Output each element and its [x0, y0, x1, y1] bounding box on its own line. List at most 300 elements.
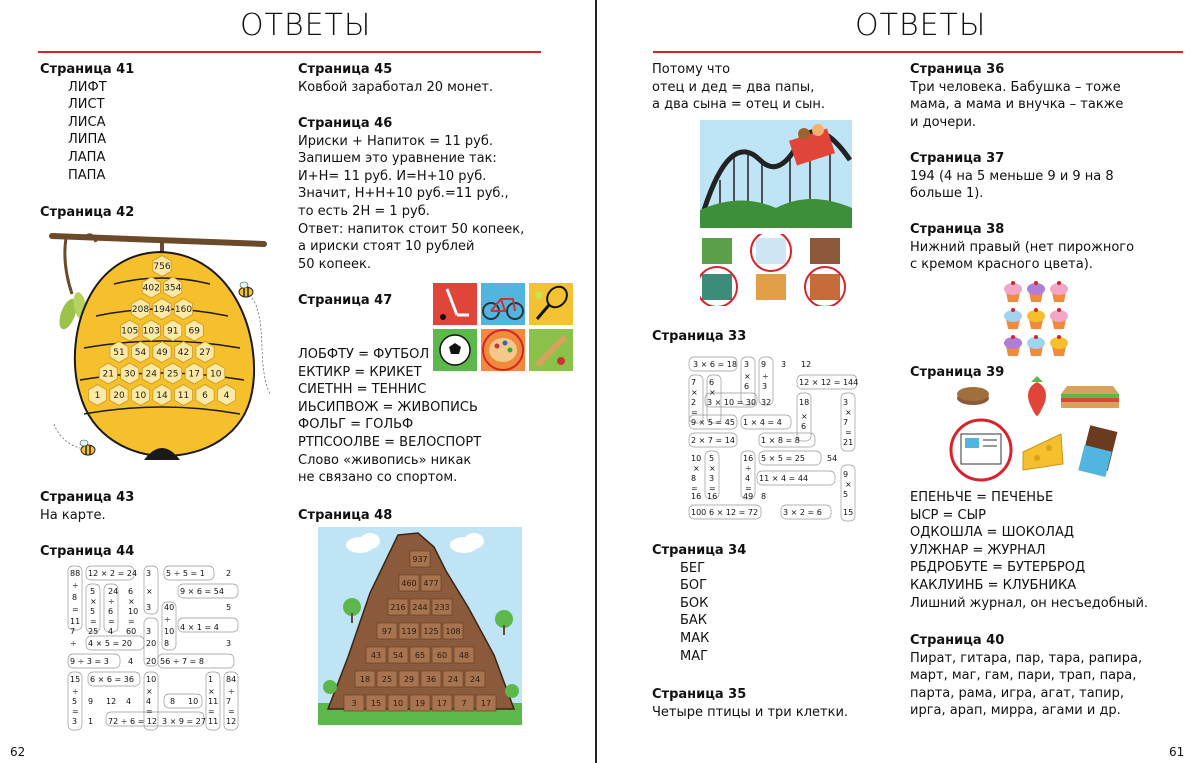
answer-line: ЫСР = СЫР	[910, 507, 986, 523]
svg-text:56 ÷ 7 = 8: 56 ÷ 7 = 8	[160, 657, 204, 666]
svg-text:8: 8	[72, 593, 78, 602]
section-page-34	[652, 542, 746, 665]
svg-text:3: 3	[762, 382, 768, 391]
tennis-icon	[529, 283, 573, 325]
answer-line: МАГ	[680, 648, 709, 664]
hive-cell-value: 69	[188, 326, 200, 337]
hive-cell-value: 14	[156, 391, 168, 401]
answer-line: март, маг, гам, пари, трап, пара,	[910, 668, 1137, 684]
svg-text:=: =	[108, 617, 115, 626]
svg-text:9 × 6 = 54: 9 × 6 = 54	[180, 587, 224, 596]
answer-line: ИЬСИПВОЖ = ЖИВОПИСЬ	[298, 399, 478, 415]
mountain-cell-value: 460	[401, 579, 417, 588]
number-puzzle-grid-33	[687, 355, 859, 525]
hive-cell-value: 11	[177, 391, 190, 401]
svg-text:9 × 5 = 45: 9 × 5 = 45	[691, 418, 735, 427]
svg-text:15: 15	[70, 675, 81, 684]
answer-line: а два сына = отец и сын.	[652, 97, 826, 113]
answer-line: РБДРОБУТЕ = БУТЕРБРОД	[910, 560, 1086, 576]
cupcake-cherry	[1011, 308, 1015, 312]
svg-text:=: =	[228, 707, 235, 716]
answer-line: Ответ: напиток стоит 50 копеек,	[298, 221, 525, 237]
svg-text:9: 9	[843, 470, 849, 479]
mountain-cell-value: 108	[445, 627, 461, 636]
section-header: Страница 38	[910, 222, 1005, 237]
svg-text:4 × 5 = 20: 4 × 5 = 20	[88, 639, 132, 648]
section-page-44	[40, 543, 134, 561]
svg-text:7: 7	[843, 418, 849, 427]
svg-text:24: 24	[108, 587, 119, 596]
hive-cell-value: 42	[177, 348, 190, 358]
hive-cell-value: 354	[164, 283, 182, 294]
answer-line: Четыре птицы и три клетки.	[652, 704, 849, 720]
hive-cell-value: 54	[134, 348, 147, 358]
svg-text:7: 7	[70, 627, 76, 636]
svg-text:12 × 2 = 24: 12 × 2 = 24	[88, 569, 138, 578]
svg-text:6: 6	[801, 422, 807, 431]
hockey-icon	[433, 283, 477, 325]
svg-text:6: 6	[108, 607, 114, 616]
svg-text:16: 16	[743, 454, 754, 463]
page-title: ОТВЕТЫ	[855, 8, 987, 43]
svg-text:1: 1	[88, 717, 94, 726]
svg-text:÷: ÷	[745, 464, 752, 473]
svg-text:12: 12	[226, 717, 237, 726]
answer-line: Три человека. Бабушка – тоже	[910, 79, 1121, 95]
mountain-cell-value: 97	[381, 627, 393, 636]
section-page-36	[910, 61, 1123, 131]
answer-line: с кремом красного цвета).	[910, 257, 1093, 273]
svg-text:5: 5	[90, 587, 96, 596]
answer-line: не связано со спортом.	[298, 470, 458, 486]
mountain-cell-value: 3	[351, 699, 357, 708]
svg-text:11: 11	[208, 717, 219, 726]
page-title: ОТВЕТЫ	[240, 8, 372, 43]
svg-text:÷: ÷	[164, 615, 171, 624]
mountain-cell-value: 15	[370, 699, 382, 708]
section-header: Страница 46	[298, 116, 393, 131]
number-puzzle-grid-44	[66, 564, 242, 734]
svg-text:16: 16	[707, 492, 718, 501]
svg-text:=: =	[72, 605, 79, 614]
answer-line: ПАПА	[68, 167, 106, 183]
section-page-46	[298, 115, 524, 273]
bee-icon	[239, 282, 253, 297]
cheese-icon	[1023, 434, 1063, 470]
answer-line: отец и дед = два папы,	[652, 79, 815, 95]
cupcake-cherry	[1034, 281, 1038, 285]
svg-text:×: ×	[146, 587, 153, 596]
cupcakes-illustration	[999, 276, 1069, 360]
svg-text:=: =	[691, 484, 698, 493]
answer-line: БАК	[680, 613, 708, 629]
svg-text:6 × 6 = 36: 6 × 6 = 36	[90, 675, 134, 684]
food-items-illustration	[945, 372, 1157, 484]
section-header: Страница 35	[652, 687, 747, 702]
svg-text:15: 15	[843, 508, 854, 517]
answer-line: ЛИСТ	[68, 97, 105, 113]
svg-text:÷: ÷	[72, 581, 79, 590]
section-header: Страница 41	[40, 62, 135, 77]
svg-text:3 × 9 = 27: 3 × 9 = 27	[162, 717, 206, 726]
svg-text:11: 11	[208, 697, 219, 706]
mountain-cell-value: 24	[447, 675, 459, 684]
svg-text:5: 5	[226, 603, 232, 612]
svg-text:=: =	[146, 707, 153, 716]
answer-line: Нижний правый (нет пирожного	[910, 239, 1135, 255]
hive-cell-value: 105	[121, 326, 139, 337]
svg-text:12 × 12 = 144: 12 × 12 = 144	[799, 378, 859, 387]
section-header: Страница 45	[298, 62, 393, 77]
hive-cell-value: 24	[145, 369, 157, 380]
beehive-illustration	[44, 224, 276, 476]
section-header: Страница 47	[298, 293, 393, 308]
svg-text:×: ×	[90, 597, 97, 606]
svg-text:25: 25	[88, 627, 99, 636]
svg-text:4: 4	[108, 627, 114, 636]
svg-text:8: 8	[164, 639, 170, 648]
cupcake-cherry	[1034, 308, 1038, 312]
answer-line: 194 (4 на 5 меньше 9 и 9 на 8	[910, 168, 1114, 184]
svg-text:9: 9	[761, 360, 767, 369]
mountain-cell-value: 43	[370, 651, 382, 660]
svg-text:6 × 12 = 72: 6 × 12 = 72	[709, 508, 759, 517]
cupcake-cherry	[1034, 335, 1038, 339]
mountain-cell-value: 65	[414, 651, 426, 660]
answer-line: ЕПЕНЬЧЕ = ПЕЧЕНЬЕ	[910, 490, 1054, 505]
svg-text:5: 5	[90, 607, 96, 616]
svg-text:8: 8	[691, 474, 697, 483]
answer-line: парта, рама, игра, агат, тапир,	[910, 685, 1125, 701]
svg-text:=: =	[128, 617, 135, 626]
svg-text:×: ×	[208, 687, 215, 696]
svg-text:11: 11	[70, 617, 81, 626]
svg-text:1 × 4 = 4: 1 × 4 = 4	[743, 418, 782, 427]
svg-text:3: 3	[226, 639, 232, 648]
svg-text:10: 10	[146, 675, 157, 684]
answer-line: Пират, гитара, пар, тара, рапира,	[910, 650, 1143, 666]
svg-text:11 × 4 = 44: 11 × 4 = 44	[759, 474, 809, 483]
answer-line: МАК	[680, 630, 710, 646]
answer-line: Ковбой заработал 20 монет.	[298, 79, 494, 95]
cookie-icon	[957, 387, 989, 405]
svg-text:10: 10	[691, 454, 702, 463]
puzzle-pieces	[700, 234, 852, 306]
answer-line: СИЕТНН = ТЕННИС	[298, 382, 427, 398]
cricket-icon	[529, 329, 573, 371]
section-page-43	[40, 489, 134, 524]
mountain-cell-value: 48	[458, 651, 470, 660]
svg-text:7: 7	[226, 697, 232, 706]
hive-cell-value: 6	[202, 391, 208, 401]
svg-text:×: ×	[128, 597, 135, 606]
hive-cell-value: 402	[142, 283, 160, 294]
svg-text:10: 10	[188, 697, 199, 706]
hive-cell-value: 51	[113, 348, 125, 358]
hive-cell-value: 4	[223, 391, 230, 401]
chocolate-icon	[1078, 425, 1117, 477]
svg-text:×: ×	[709, 464, 716, 473]
section-header: Страница 40	[910, 633, 1005, 648]
section-header: Страница 34	[652, 543, 747, 558]
svg-text:÷: ÷	[228, 687, 235, 696]
answer-line: РТПСООЛВЕ = ВЕЛОСПОРТ	[298, 434, 482, 450]
svg-text:12: 12	[801, 360, 812, 369]
hive-cell-value: 10	[210, 369, 222, 380]
svg-text:3: 3	[72, 717, 78, 726]
mountain-cell-value: 24	[469, 675, 481, 684]
answer-line: ЛОБФТУ = ФУТБОЛ	[298, 347, 430, 362]
answer-line: ЕКТИКР = КРИКЕТ	[298, 364, 422, 380]
cupcake-cherry	[1011, 335, 1015, 339]
svg-text:5: 5	[72, 697, 78, 706]
mountain-cell-value: 54	[392, 651, 404, 660]
answer-line: Ириски + Напиток = 11 руб.	[298, 133, 494, 149]
svg-text:5 × 5 = 25: 5 × 5 = 25	[761, 454, 805, 463]
answer-line: мама, а мама и внучка – также	[910, 97, 1124, 113]
page-number: 61	[1169, 745, 1185, 759]
strawberry-icon	[1028, 376, 1046, 416]
magazine-icon	[951, 420, 1011, 480]
answer-line: КАКЛУИНБ = КЛУБНИКА	[910, 577, 1077, 593]
svg-text:÷: ÷	[108, 597, 115, 606]
svg-text:100: 100	[691, 508, 707, 517]
answer-line: Слово «живопись» никак	[298, 452, 472, 468]
cupcake-cherry	[1057, 335, 1061, 339]
section-header: Страница 37	[910, 151, 1005, 166]
title-underline	[653, 51, 1183, 53]
svg-text:÷: ÷	[70, 639, 77, 648]
svg-text:=: =	[691, 408, 698, 417]
svg-text:6: 6	[128, 587, 134, 596]
section-page-39	[910, 489, 1148, 612]
svg-text:3 × 10 = 30: 3 × 10 = 30	[707, 398, 757, 407]
section-page-48	[298, 507, 392, 525]
svg-text:10: 10	[164, 627, 175, 636]
answer-line: а ириски стоят 10 рублей	[298, 239, 475, 255]
answer-line: Лишний журнал, он несъедобный.	[910, 595, 1149, 611]
answer-line: ФОЛЬГ = ГОЛЬФ	[298, 417, 414, 433]
mountain-cell-value: 17	[480, 699, 492, 708]
svg-text:40: 40	[164, 603, 175, 612]
svg-text:×: ×	[146, 687, 153, 696]
title-underline	[38, 51, 541, 53]
svg-text:÷: ÷	[762, 372, 769, 381]
section-page-45	[298, 61, 493, 96]
svg-text:=: =	[90, 617, 97, 626]
answer-line: УЛЖНАР = ЖУРНАЛ	[910, 542, 1046, 558]
answer-line: ирга, арап, мирра, агами и др.	[910, 703, 1121, 719]
cupcake-cherry	[1011, 281, 1015, 285]
svg-text:3: 3	[146, 627, 152, 636]
section-page-37	[910, 150, 1114, 203]
hive-cell-value: 91	[167, 326, 179, 337]
svg-text:1 × 8 = 8: 1 × 8 = 8	[761, 436, 800, 445]
hive-cell-value: 160	[174, 305, 193, 315]
answer-line: ЛИФТ	[68, 79, 107, 95]
section-header: Страница 43	[40, 490, 135, 505]
svg-text:49: 49	[743, 492, 754, 501]
svg-text:18: 18	[799, 398, 810, 407]
svg-text:÷: ÷	[72, 687, 79, 696]
hive-cell-value: 25	[167, 369, 179, 380]
svg-text:3: 3	[146, 603, 152, 612]
section-intro	[652, 61, 825, 114]
svg-text:=: =	[709, 484, 716, 493]
section-header: Страница 44	[40, 544, 135, 559]
svg-text:4: 4	[128, 657, 134, 666]
mountain-cell-value: 60	[436, 651, 448, 660]
svg-text:5: 5	[843, 490, 849, 499]
hive-cell-value: 103	[142, 326, 160, 337]
mountain-cell-value: 125	[423, 627, 439, 636]
svg-text:8: 8	[170, 697, 176, 706]
mountain-cell-value: 36	[425, 675, 437, 684]
section-page-33	[652, 328, 746, 346]
section-page-38	[910, 221, 1134, 274]
svg-text:6: 6	[709, 378, 715, 387]
painting-icon	[481, 329, 525, 371]
svg-text:54: 54	[827, 454, 838, 463]
svg-text:3: 3	[744, 360, 750, 369]
section-header: Страница 42	[40, 205, 135, 220]
bee-icon	[80, 440, 95, 455]
svg-text:2: 2	[226, 569, 232, 578]
svg-text:84: 84	[226, 675, 237, 684]
rollercoaster-illustration	[700, 120, 852, 228]
answer-line: 50 копеек.	[298, 256, 371, 272]
svg-text:×: ×	[801, 412, 808, 421]
section-header: Страница 39	[910, 365, 1005, 380]
svg-text:3 × 6 = 18: 3 × 6 = 18	[693, 360, 737, 369]
svg-text:3: 3	[146, 569, 152, 578]
section-page-42	[40, 204, 134, 222]
answer-line: Потому что	[652, 62, 731, 77]
svg-text:2 × 7 = 14: 2 × 7 = 14	[691, 436, 735, 445]
mountain-cell-value: 10	[392, 699, 404, 708]
answer-line: БОГ	[680, 578, 708, 594]
hive-cell-value: 756	[153, 262, 171, 272]
sandwich-icon	[1061, 386, 1119, 408]
svg-text:3: 3	[709, 474, 715, 483]
svg-text:88: 88	[70, 569, 81, 578]
answer-line: И+Н= 11 руб. И=Н+10 руб.	[298, 168, 487, 184]
svg-text:=: =	[208, 707, 215, 716]
svg-text:1: 1	[208, 675, 214, 684]
svg-text:4: 4	[146, 697, 152, 706]
svg-text:16: 16	[691, 492, 702, 501]
cupcake-cherry	[1057, 281, 1061, 285]
svg-text:×: ×	[744, 372, 751, 381]
svg-text:4: 4	[126, 697, 132, 706]
answer-line: ОДКОШЛА = ШОКОЛАД	[910, 525, 1074, 541]
svg-text:×: ×	[693, 464, 700, 473]
svg-text:2: 2	[691, 398, 697, 407]
right-page	[597, 0, 1190, 763]
svg-text:×: ×	[709, 388, 716, 397]
page-number: 62	[10, 745, 26, 759]
hive-cell-value: 21	[102, 369, 114, 380]
mountain-cell-value: 477	[423, 579, 439, 588]
answer-line: ЛИПА	[68, 132, 107, 148]
svg-text:×: ×	[691, 388, 698, 397]
mountain-cell-value: 937	[412, 555, 428, 564]
hive-cell-value: 49	[156, 348, 168, 358]
svg-text:=: =	[845, 428, 852, 437]
mountain-cell-value: 233	[434, 603, 450, 612]
svg-text:5 ÷ 5 = 1: 5 ÷ 5 = 1	[166, 569, 205, 578]
mountain-cell-value: 25	[381, 675, 393, 684]
svg-text:21: 21	[843, 438, 854, 447]
answer-line: больше 1).	[910, 186, 984, 202]
hive-cell-value: 17	[188, 369, 200, 380]
svg-text:3: 3	[843, 398, 849, 407]
hive-cell-value: 10	[134, 391, 147, 401]
hive-cell-value: 194	[153, 305, 171, 315]
section-page-47-header	[298, 292, 392, 310]
svg-text:×: ×	[845, 408, 852, 417]
section-header: Страница 33	[652, 329, 747, 344]
svg-text:7: 7	[691, 378, 697, 387]
mountain-cell-value: 29	[403, 675, 415, 684]
cupcake-icon	[1004, 281, 1068, 356]
svg-text:9: 9	[88, 697, 94, 706]
mountain-cell-value: 17	[436, 699, 448, 708]
section-page-40	[910, 632, 1142, 720]
section-page-41	[40, 61, 134, 184]
svg-text:12: 12	[106, 697, 117, 706]
cupcake-cherry	[1057, 308, 1061, 312]
svg-text:=: =	[72, 707, 79, 716]
answer-line: На карте.	[40, 507, 106, 523]
svg-text:=: =	[745, 484, 752, 493]
svg-text:3 × 2 = 6: 3 × 2 = 6	[783, 508, 822, 517]
svg-text:5: 5	[709, 454, 715, 463]
svg-text:6: 6	[744, 382, 750, 391]
hive-cell-value: 208	[131, 305, 150, 315]
mountain-cell-value: 19	[414, 699, 426, 708]
hive-cell-value: 1	[94, 391, 101, 401]
hive-cell-value: 30	[124, 369, 136, 380]
answer-line: и дочери.	[910, 114, 977, 130]
svg-text:20: 20	[146, 657, 157, 666]
answer-line: Запишем это уравнение так:	[298, 151, 497, 167]
svg-text:10: 10	[128, 607, 139, 616]
section-page-47	[298, 346, 481, 487]
answer-line: то есть 2Н = 1 руб.	[298, 203, 430, 219]
section-header: Страница 36	[910, 62, 1005, 77]
mountain-cell-value: 7	[461, 699, 467, 708]
hive-cell-value: 27	[199, 348, 211, 358]
svg-text:60: 60	[126, 627, 137, 636]
svg-text:20: 20	[146, 639, 157, 648]
answer-line: БОК	[680, 595, 709, 611]
mountain-cell-value: 216	[390, 603, 406, 612]
svg-text:72 ÷ 6 = 12: 72 ÷ 6 = 12	[108, 717, 158, 726]
bicycle-icon	[481, 283, 525, 325]
mountain-cell-value: 244	[412, 603, 428, 612]
section-header: Страница 48	[298, 508, 393, 523]
svg-text:32: 32	[761, 398, 772, 407]
answer-line: Значит, Н+Н+10 руб.=11 руб.,	[298, 186, 509, 202]
svg-text:9 ÷ 3 = 3: 9 ÷ 3 = 3	[70, 657, 109, 666]
svg-text:8: 8	[761, 492, 767, 501]
hive-cell-value: 20	[113, 391, 125, 401]
mountain-cell-value: 119	[401, 627, 417, 636]
mountain-illustration	[318, 527, 522, 725]
svg-text:4: 4	[745, 474, 751, 483]
answer-line: ЛАПА	[68, 149, 106, 165]
